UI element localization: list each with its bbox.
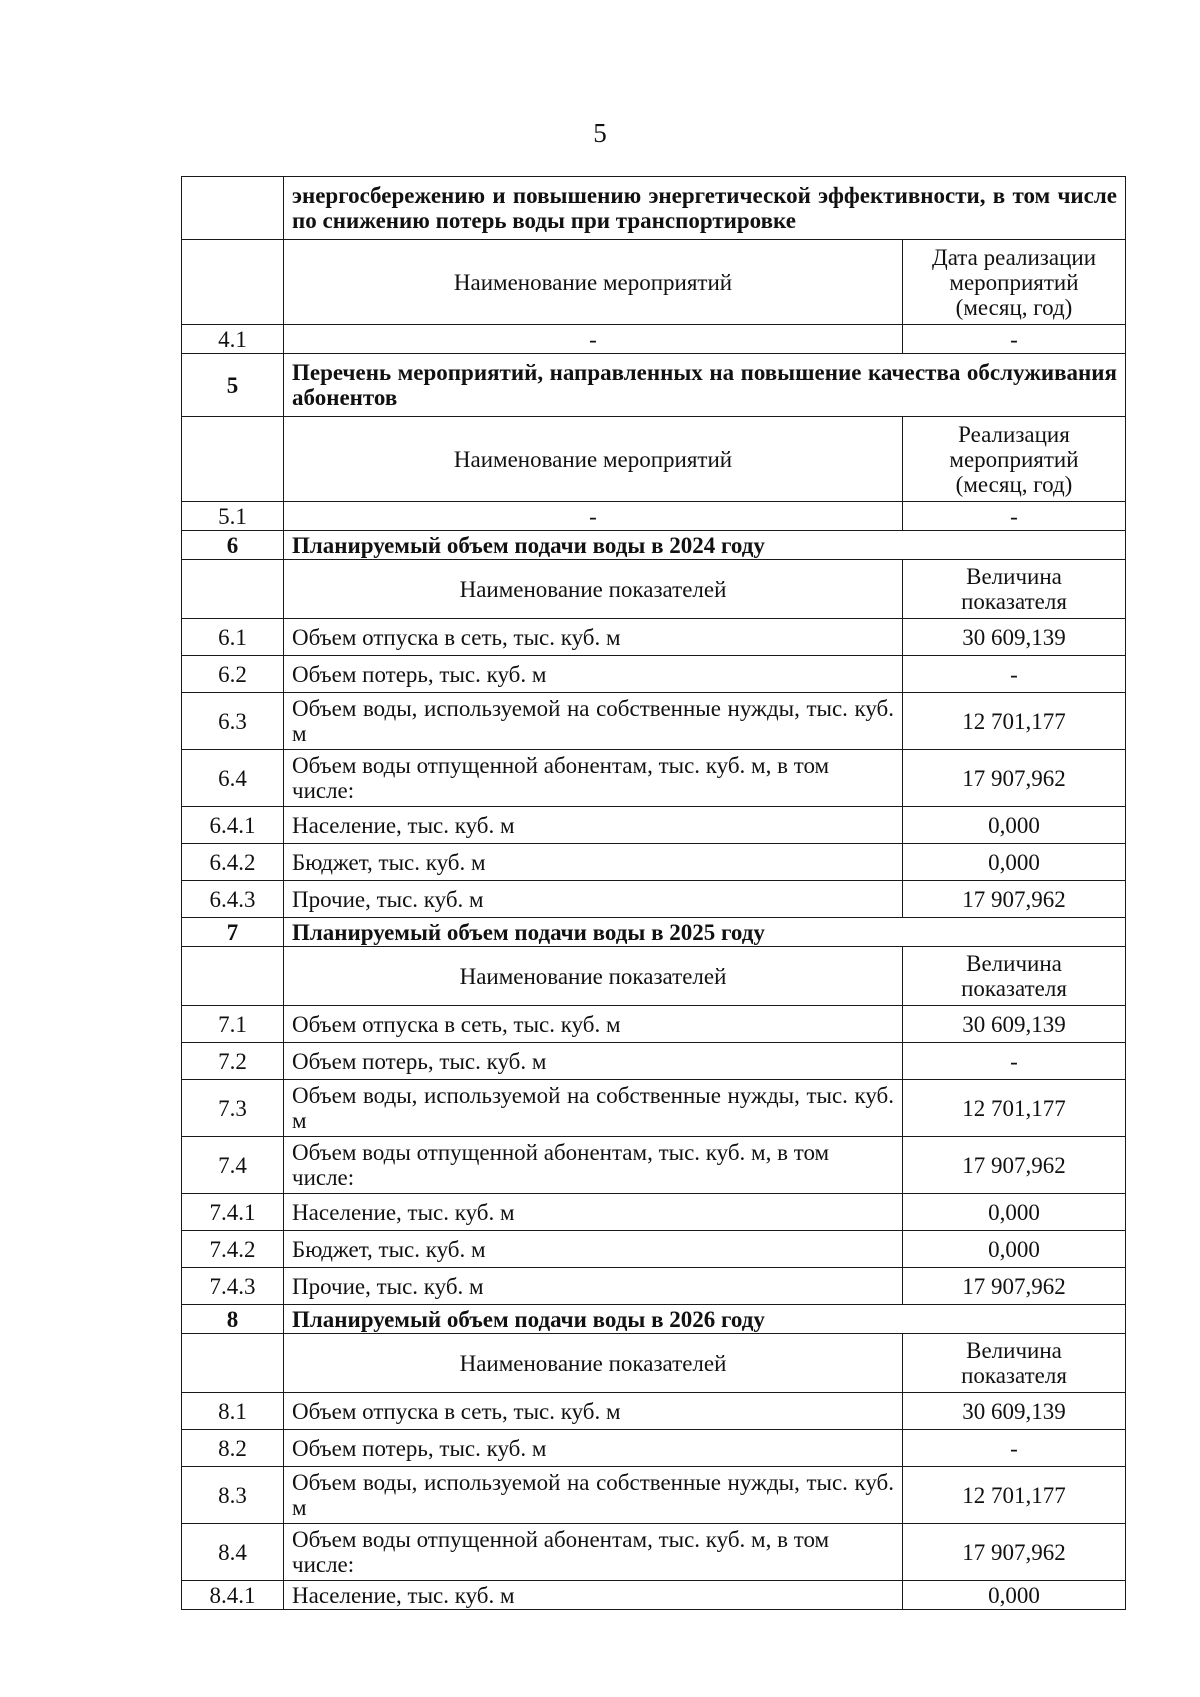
row-name: Прочие, тыс. куб. м — [284, 881, 903, 918]
row-value: - — [903, 656, 1126, 693]
table-row — [182, 502, 1126, 531]
table-row — [182, 1043, 1126, 1080]
row-value: 12 701,177 — [903, 1467, 1126, 1524]
row-value: - — [903, 502, 1126, 531]
row-number: 8.4.1 — [182, 1581, 284, 1610]
row-value: 30 609,139 — [903, 1006, 1126, 1043]
row-value: 12 701,177 — [903, 1080, 1126, 1137]
empty-cell — [182, 560, 284, 619]
row-number: 6.4.2 — [182, 844, 284, 881]
empty-cell — [182, 417, 284, 502]
table-row — [182, 656, 1126, 693]
row-number: 7.4.1 — [182, 1194, 284, 1231]
empty-cell — [182, 240, 284, 325]
row-name: Объем потерь, тыс. куб. м — [284, 1043, 903, 1080]
row-value: 30 609,139 — [903, 619, 1126, 656]
row-value: - — [903, 1430, 1126, 1467]
table-row — [182, 1524, 1126, 1581]
row-value: 0,000 — [903, 844, 1126, 881]
row-number: 5.1 — [182, 502, 284, 531]
row-number: 6.4 — [182, 750, 284, 807]
empty-cell — [182, 947, 284, 1006]
section-number: 6 — [182, 531, 284, 560]
column-header-name: Наименование мероприятий — [284, 417, 903, 502]
row-number: 8.3 — [182, 1467, 284, 1524]
empty-cell — [182, 1334, 284, 1393]
row-number: 7.2 — [182, 1043, 284, 1080]
row-number: 6.2 — [182, 656, 284, 693]
row-value: 0,000 — [903, 1231, 1126, 1268]
row-number: 8.4 — [182, 1524, 284, 1581]
section-number: 5 — [182, 354, 284, 417]
table-row — [182, 1080, 1126, 1137]
row-name: Бюджет, тыс. куб. м — [284, 844, 903, 881]
table-row — [182, 325, 1126, 354]
row-name: - — [284, 502, 903, 531]
row-name: Объем воды отпущенной абонентам, тыс. куб. м, в том числе: — [284, 750, 903, 807]
row-number: 7.4 — [182, 1137, 284, 1194]
section-title: Перечень мероприятий, направленных на повышение качества обслуживания абонентов — [284, 354, 1126, 417]
column-header-row — [182, 417, 1126, 502]
table-row — [182, 1581, 1126, 1610]
section-header-row — [182, 354, 1126, 417]
row-name: - — [284, 325, 903, 354]
row-number — [182, 177, 284, 240]
column-header-name: Наименование показателей — [284, 560, 903, 619]
row-value: 17 907,962 — [903, 1268, 1126, 1305]
table-row — [182, 1268, 1126, 1305]
column-header-value: Величина показателя — [903, 560, 1126, 619]
row-name: Население, тыс. куб. м — [284, 1194, 903, 1231]
row-name: Объем отпуска в сеть, тыс. куб. м — [284, 1393, 903, 1430]
table-row — [182, 177, 1126, 240]
row-name: Население, тыс. куб. м — [284, 1581, 903, 1610]
column-header-row — [182, 560, 1126, 619]
row-number: 7.1 — [182, 1006, 284, 1043]
row-name: Объем воды, используемой на собственные нужды, тыс. куб. м — [284, 693, 903, 750]
column-header-row — [182, 947, 1126, 1006]
section-title-continued: энергосбережению и повышению энергетической эффективности, в том числе по снижению потерь воды при транспортировке — [284, 177, 1126, 240]
section-title: Планируемый объем подачи воды в 2025 году — [284, 918, 1126, 947]
table-row — [182, 619, 1126, 656]
column-header-row — [182, 1334, 1126, 1393]
table-row — [182, 1430, 1126, 1467]
column-header-value: Реализация мероприятий (месяц, год) — [903, 417, 1126, 502]
row-name: Объем потерь, тыс. куб. м — [284, 656, 903, 693]
column-header-name: Наименование показателей — [284, 1334, 903, 1393]
document-table — [181, 176, 1126, 1610]
row-number: 7.3 — [182, 1080, 284, 1137]
section-number: 7 — [182, 918, 284, 947]
table-row — [182, 1006, 1126, 1043]
row-name: Объем воды отпущенной абонентам, тыс. куб. м, в том числе: — [284, 1137, 903, 1194]
section-header-row — [182, 1305, 1126, 1334]
row-name: Объем отпуска в сеть, тыс. куб. м — [284, 1006, 903, 1043]
table-row — [182, 1467, 1126, 1524]
row-name: Население, тыс. куб. м — [284, 807, 903, 844]
row-name: Бюджет, тыс. куб. м — [284, 1231, 903, 1268]
row-name: Объем воды отпущенной абонентам, тыс. куб. м, в том числе: — [284, 1524, 903, 1581]
section-number: 8 — [182, 1305, 284, 1334]
row-number: 6.4.3 — [182, 881, 284, 918]
row-number: 8.2 — [182, 1430, 284, 1467]
row-value: 17 907,962 — [903, 750, 1126, 807]
row-name: Прочие, тыс. куб. м — [284, 1268, 903, 1305]
row-value: 17 907,962 — [903, 1137, 1126, 1194]
row-number: 6.3 — [182, 693, 284, 750]
column-header-value: Дата реализации мероприятий (месяц, год) — [903, 240, 1126, 325]
section-header-row — [182, 918, 1126, 947]
section-title: Планируемый объем подачи воды в 2024 году — [284, 531, 1126, 560]
column-header-name: Наименование показателей — [284, 947, 903, 1006]
row-number: 4.1 — [182, 325, 284, 354]
row-number: 6.4.1 — [182, 807, 284, 844]
row-number: 8.1 — [182, 1393, 284, 1430]
row-number: 7.4.3 — [182, 1268, 284, 1305]
table-row — [182, 1393, 1126, 1430]
section-title: Планируемый объем подачи воды в 2026 году — [284, 1305, 1126, 1334]
table-row — [182, 881, 1126, 918]
page-number: 5 — [593, 118, 607, 148]
row-name: Объем воды, используемой на собственные нужды, тыс. куб. м — [284, 1080, 903, 1137]
row-number: 7.4.2 — [182, 1231, 284, 1268]
row-value: 17 907,962 — [903, 881, 1126, 918]
row-number: 6.1 — [182, 619, 284, 656]
table-row — [182, 1137, 1126, 1194]
table-row — [182, 693, 1126, 750]
row-name: Объем потерь, тыс. куб. м — [284, 1430, 903, 1467]
row-value: 0,000 — [903, 1581, 1126, 1610]
table-row — [182, 1231, 1126, 1268]
table-row — [182, 750, 1126, 807]
row-name: Объем отпуска в сеть, тыс. куб. м — [284, 619, 903, 656]
column-header-value: Величина показателя — [903, 947, 1126, 1006]
table-row — [182, 807, 1126, 844]
table-row — [182, 1194, 1126, 1231]
column-header-row — [182, 240, 1126, 325]
row-value: 0,000 — [903, 1194, 1126, 1231]
row-value: 17 907,962 — [903, 1524, 1126, 1581]
row-value: - — [903, 1043, 1126, 1080]
row-value: 30 609,139 — [903, 1393, 1126, 1430]
row-value: 12 701,177 — [903, 693, 1126, 750]
row-value: - — [903, 325, 1126, 354]
row-name: Объем воды, используемой на собственные нужды, тыс. куб. м — [284, 1467, 903, 1524]
column-header-value: Величина показателя — [903, 1334, 1126, 1393]
table-row — [182, 844, 1126, 881]
row-value: 0,000 — [903, 807, 1126, 844]
section-header-row — [182, 531, 1126, 560]
column-header-name: Наименование мероприятий — [284, 240, 903, 325]
